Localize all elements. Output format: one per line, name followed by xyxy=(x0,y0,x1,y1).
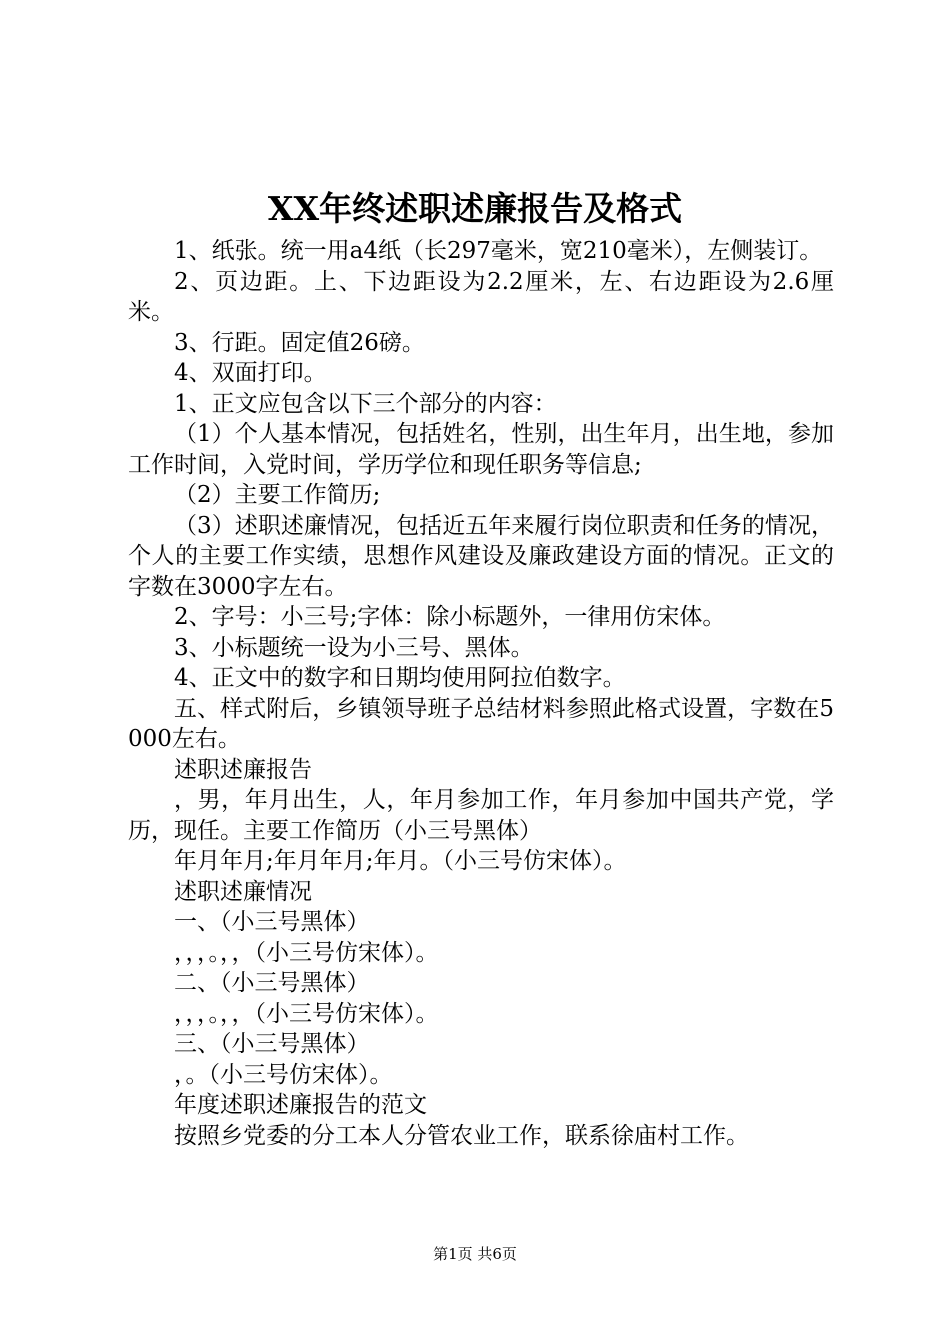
paragraph: 年月年月;年月年月;年月。（小三号仿宋体）。 xyxy=(174,848,627,874)
paragraph: 二、（小三号黑体） xyxy=(174,970,370,996)
paragraph: 4、正文中的数字和日期均使用阿拉伯数字。 xyxy=(174,665,626,691)
document-body xyxy=(128,236,834,1151)
paragraph: （3）述职述廉情况，包括近五年来履行岗位职责和任务的情况，个人的主要工作实绩，思想作风建设及廉政建设方面的情况。正文的字数在3000字左右。 xyxy=(128,512,834,600)
paragraph: 按照乡党委的分工本人分管农业工作，联系徐庙村工作。 xyxy=(174,1122,749,1149)
paragraph: 一、（小三号黑体） xyxy=(174,909,370,935)
paragraph: ，，，。，，（小三号仿宋体）。 xyxy=(174,939,439,966)
page-footer: 第1页 共6页 xyxy=(433,1245,517,1263)
paragraph: 4、双面打印。 xyxy=(174,360,327,386)
paragraph: （2）主要工作简历; xyxy=(174,482,381,508)
paragraph: 三、（小三号黑体） xyxy=(174,1031,370,1057)
paragraph: 2、字号：小三号;字体：除小标题外，一律用仿宋体。 xyxy=(174,604,726,630)
paragraph: ，，，。，，（小三号仿宋体）。 xyxy=(174,1000,439,1027)
section-heading: 年度述职述廉报告的范文 xyxy=(174,1092,427,1118)
document-title: XX年终述职述廉报告及格式 xyxy=(267,189,683,228)
paragraph: 3、小标题统一设为小三号、黑体。 xyxy=(174,634,534,661)
section-heading: 述职述廉报告 xyxy=(174,756,312,783)
paragraph: 1、正文应包含以下三个部分的内容： xyxy=(174,390,557,417)
paragraph: ，男，年月出生，人，年月参加工作，年月参加中国共产党，学历，现任。主要工作简历（小三号黑体） xyxy=(128,787,834,844)
paragraph: （1）个人基本情况，包括姓名，性别，出生年月，出生地，参加工作时间，入党时间，学历学位和现任职务等信息; xyxy=(128,421,834,478)
paragraph: 3、行距。固定值26磅。 xyxy=(174,329,425,356)
paragraph: ，。（小三号仿宋体）。 xyxy=(174,1061,393,1088)
paragraph: 2、页边距。上、下边距设为2.2厘米，左、右边距设为2.6厘米。 xyxy=(128,268,834,325)
paragraph: 五、样式附后，乡镇领导班子总结材料参照此格式设置，字数在5000左右。 xyxy=(128,695,834,752)
paragraph: 1、纸张。统一用a4纸（长297毫米，宽210毫米），左侧装订。 xyxy=(174,238,823,264)
section-heading: 述职述廉情况 xyxy=(174,878,312,905)
